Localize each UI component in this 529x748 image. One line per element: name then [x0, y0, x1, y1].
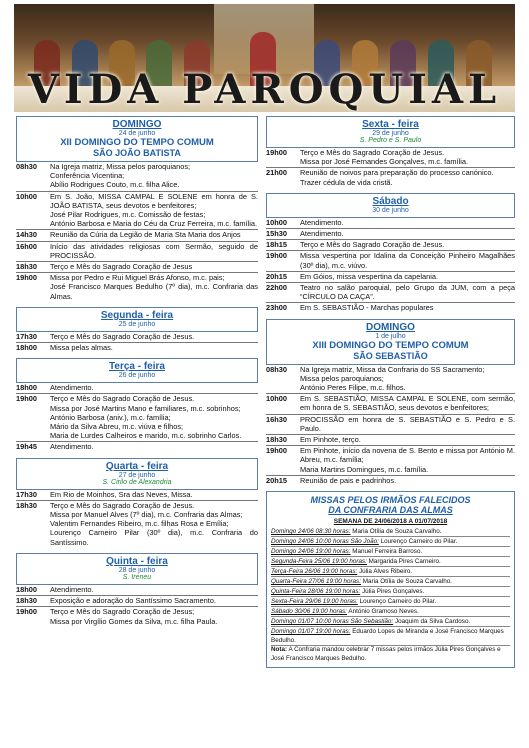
schedule-text: Atendimento. — [50, 442, 94, 452]
schedule-text: Terço e Mês do Sagrado Coração de Jesus. — [50, 331, 195, 341]
schedule-text: Atendimento. — [300, 229, 344, 239]
schedule-row — [16, 219, 258, 228]
schedule-row — [16, 210, 258, 219]
schedule-time — [16, 431, 50, 440]
schedule-text: Valentim Fernandes Ribeiro, m.c. filhas Rosa e Emília; — [50, 519, 229, 529]
day-header — [16, 358, 258, 383]
schedule-row — [16, 343, 258, 352]
almas-line — [271, 617, 510, 627]
day-name: Segunda - feira — [100, 309, 174, 321]
schedule-text: Missa por Pedro e Rui Miguel Brás Afonso, m.c. pais; — [50, 273, 225, 283]
schedule-time: 19h00 — [266, 148, 287, 157]
schedule-list — [16, 162, 258, 301]
schedule-text: Terço e Mês do Sagrado Coração de Jesus — [50, 262, 193, 272]
schedule-time: 10h00 — [16, 191, 37, 201]
schedule-text: Missa vespertina por Idalina da Conceição Pinheiro Magalhães (30º dia), m.c. viúvo. — [300, 251, 515, 270]
schedule-text: Lourenço Carneiro Pilar (30º dia), m.c. Confraria do Santíssimo. — [50, 528, 258, 547]
schedule-time — [16, 219, 50, 228]
schedule-text: José Francisco Marques Bedulho (7º dia), m.c. Confraria das Almas. — [50, 282, 258, 301]
schedule-text: José Pilar Rodrigues, m.c. Comissão de festas; — [50, 210, 206, 220]
schedule-list — [266, 148, 515, 187]
schedule-time: 22h00 — [266, 283, 287, 293]
almas-when: Terça-Feira 26/06 19:00 horas: — [271, 568, 358, 576]
schedule-text: Conferência Vicentina; — [50, 171, 125, 181]
almas-name: Maria Otília de Souza Carvalho. — [352, 528, 442, 536]
schedule-row — [266, 365, 515, 374]
day-header — [266, 116, 515, 148]
day-date: 30 de junho — [372, 206, 409, 214]
schedule-time: 19h00 — [266, 446, 287, 456]
schedule-text: Em Pinhote, início da novena de S. Bento e missa por António M. Abreu, m.c. família; — [300, 446, 515, 465]
schedule-time: 08h30 — [16, 162, 37, 171]
schedule-text: Missa por Manuel Alves (7º dia), m.c. Confraria das Almas; — [50, 510, 243, 520]
schedule-time: 16h00 — [16, 241, 37, 251]
schedule-text: Abílio Rodrigues Couto, m.c. filha Alice. — [50, 180, 180, 190]
day-name: DOMINGO — [112, 119, 162, 130]
schedule-time: 20h15 — [266, 475, 287, 485]
note-label: Nota: — [271, 646, 288, 654]
schedule-text: Maria de Lurdes Calheiros e marido, m.c. sobrinho Carlos. — [50, 431, 242, 441]
day-date: 29 de junho — [372, 130, 409, 137]
schedule-list — [266, 365, 515, 485]
schedule-row — [266, 229, 515, 238]
almas-heading-2: DA CONFRARIA DAS ALMAS — [328, 505, 453, 516]
day-saint: S. Pedro e S. Paulo — [359, 137, 422, 144]
schedule-row — [16, 242, 258, 260]
almas-when: Quarta-Feira 27/06 19:00 horas: — [271, 578, 361, 586]
almas-line — [271, 557, 510, 567]
confraria-almas-box — [266, 491, 515, 668]
schedule-text: Missa pelos paroquianos; — [300, 373, 384, 383]
schedule-row — [16, 180, 258, 189]
schedule-time: 18h00 — [16, 343, 37, 353]
almas-line — [271, 537, 510, 547]
almas-when: Domingo 24/06 19:00 horas: — [271, 548, 351, 556]
schedule-row — [16, 607, 258, 616]
day-name: Terça - feira — [109, 361, 165, 373]
almas-note — [271, 646, 510, 663]
almas-line — [271, 627, 510, 646]
schedule-time: 08h30 — [266, 364, 287, 374]
almas-line — [271, 547, 510, 557]
schedule-row — [266, 446, 515, 464]
almas-name: Maria Otília de Souza Carvalho. — [362, 578, 452, 586]
schedule-row — [16, 596, 258, 605]
schedule-time: 23h00 — [266, 303, 287, 313]
almas-name: Eduardo Lopes de Miranda e José Francisco Marques Bedulho. — [271, 628, 504, 645]
day-date: 1 de julho — [375, 332, 406, 340]
schedule-list — [16, 585, 258, 626]
schedule-text: Atendimento. — [300, 217, 344, 227]
schedule-text: Trazer cédula de vida cristã. — [300, 177, 393, 187]
schedule-text: Em Rio de Moinhos, Sra das Neves, Missa. — [50, 489, 193, 499]
day-date: 24 de junho — [118, 130, 156, 137]
schedule-text: Atendimento. — [50, 383, 94, 393]
schedule-row — [266, 148, 515, 157]
schedule-time: 19h00 — [266, 251, 287, 261]
schedule-time: 18h00 — [16, 584, 37, 594]
almas-name: António Gramoso Neves. — [348, 608, 419, 616]
day-date: 27 de junho — [118, 471, 156, 479]
schedule-text: Reunião de noivos para preparação do processo canónico. — [300, 168, 494, 178]
schedule-row — [266, 415, 515, 433]
schedule-time — [16, 519, 50, 528]
schedule-row — [266, 465, 515, 474]
almas-name: Joaquim da Silva Cardoso. — [394, 618, 471, 626]
schedule-text: Início das atividades religiosas com Sermão, seguido de PROCISSÃO. — [50, 241, 258, 260]
schedule-time: 19h45 — [16, 442, 37, 452]
schedule-time: 18h30 — [16, 596, 37, 606]
day-name: Quarta - feira — [105, 460, 169, 472]
schedule-row — [16, 501, 258, 510]
schedule-text: Maria Martins Domingues, m.c. família. — [300, 464, 429, 474]
schedule-row — [16, 585, 258, 594]
schedule-text: Em Góios, missa vespertina da capelania. — [300, 271, 439, 281]
day-header — [16, 116, 258, 162]
schedule-text: Missa por José Martins Mano e familiares, m.c. sobrinhos; — [50, 403, 241, 413]
schedule-row — [16, 162, 258, 171]
schedule-row — [16, 413, 258, 422]
schedule-text: Exposição e adoração do Santíssimo Sacramento. — [50, 596, 216, 606]
schedule-time: 19h00 — [16, 273, 37, 283]
schedule-row — [16, 262, 258, 271]
day-header — [266, 319, 515, 365]
day-date: 26 de junho — [118, 372, 156, 380]
schedule-text: Em S. SEBASTIÃO - Marchas populares — [300, 303, 434, 313]
schedule-row — [266, 240, 515, 249]
schedule-row — [266, 218, 515, 227]
almas-heading-1: MISSAS PELOS IRMÃOS FALECIDOS — [310, 495, 471, 506]
schedule-time — [16, 282, 50, 300]
schedule-time: 16h30 — [266, 414, 287, 424]
schedule-text: Mário da Silva Abreu, m.c. viúva e filhos; — [50, 422, 184, 432]
day-saint: S. Ireneu — [122, 573, 152, 581]
schedule-row — [266, 283, 515, 301]
schedule-time: 14h30 — [16, 230, 37, 240]
schedule-time — [16, 404, 50, 413]
schedule-row — [16, 431, 258, 440]
schedule-time — [266, 383, 300, 392]
almas-when: Sábado 30/06 19:00 horas: — [271, 608, 347, 616]
schedule-text: Reunião da Cúria da Legião de Maria Sta Maria dos Anjos — [50, 230, 241, 240]
schedule-row — [16, 528, 258, 546]
feast-saint: SÃO SEBASTIÃO — [353, 350, 428, 361]
almas-line — [271, 567, 510, 577]
schedule-text: Teatro no salão paroquial, pelo Grupo da JUM, com a peça “CÍRCULO DA CAÇA”. — [300, 283, 515, 302]
almas-name: Júlia Pires Gonçalves. — [362, 588, 425, 596]
schedule-row — [16, 519, 258, 528]
schedule-text: Terço e Mês do Sagrado Coração de Jesus. — [50, 394, 195, 404]
schedule-time: 19h00 — [16, 394, 37, 404]
day-saint: S. Cirilo de Alexandria — [102, 478, 172, 486]
liturgy-title: XII DOMINGO DO TEMPO COMUM — [60, 137, 214, 148]
schedule-time — [266, 157, 300, 166]
schedule-time — [16, 510, 50, 519]
almas-when: Domingo 01/07 19:00 horas: — [271, 628, 351, 636]
almas-name: Margarida Pires Carneiro. — [368, 558, 441, 566]
schedule-time: 17h30 — [16, 331, 37, 341]
schedule-row — [16, 230, 258, 239]
schedule-time — [16, 180, 50, 189]
schedule-text: Terço e Mês do Sagrado Coração de Jesus. — [300, 240, 445, 250]
almas-name: Manuel Ferreira Barroso. — [352, 548, 423, 556]
schedule-row — [16, 282, 258, 300]
schedule-time — [16, 617, 50, 626]
note-text: A Confraria mandou celebrar 7 missas pelos irmãos Júlia Pires Gonçalves e José Francisco Marques Bedulho. — [271, 646, 501, 662]
schedule-time — [16, 528, 50, 546]
schedule-time — [266, 465, 300, 474]
schedule-time: 18h30 — [266, 435, 287, 445]
schedule-time — [16, 422, 50, 431]
schedule-row — [16, 171, 258, 180]
day-date: 28 de junho — [118, 566, 156, 574]
schedule-time — [16, 210, 50, 219]
schedule-text: António Barbosa e Maria do Céu da Cruz Ferreira, m.c. família. — [50, 219, 258, 229]
schedule-row — [16, 383, 258, 392]
day-header — [16, 307, 258, 332]
schedule-row — [266, 394, 515, 412]
almas-line — [271, 527, 510, 537]
almas-name: Lourenço Carneiro do Pilar. — [359, 598, 437, 606]
schedule-row — [16, 490, 258, 499]
day-header — [16, 458, 258, 490]
schedule-row — [16, 422, 258, 431]
schedule-row — [266, 374, 515, 383]
schedule-row — [266, 251, 515, 269]
almas-week: SEMANA DE 24/06/2018 A 01/07/2018 — [333, 518, 448, 526]
almas-line — [271, 577, 510, 587]
schedule-text: Missa por José Fernandes Gonçalves, m.c. família. — [300, 157, 468, 167]
left-column — [16, 110, 258, 626]
almas-when: Segunda-Feira 25/06 19:00 horas: — [271, 558, 367, 566]
schedule-time — [16, 171, 50, 180]
schedule-row — [266, 178, 515, 187]
schedule-row — [16, 617, 258, 626]
schedule-text: Em S. João, MISSA CAMPAL E SOLENE em honra de S. JOÃO BATISTA, seus devotos e benfeitores; — [50, 191, 258, 210]
almas-name: Júlia Alves Ribeiro. — [358, 568, 413, 576]
schedule-time: 10h00 — [266, 394, 287, 404]
schedule-row — [266, 435, 515, 444]
schedule-text: António Peres Filipe, m.c. filhos. — [300, 383, 406, 393]
schedule-text: Terço e Mês do Sagrado Coração de Jesus. — [50, 500, 195, 510]
schedule-text: Na Igreja matriz, Missa pelos paroquianos; — [50, 162, 191, 171]
day-name: DOMINGO — [366, 321, 415, 333]
almas-when: Domingo 24/06 08:30 horas: — [271, 528, 351, 536]
day-name: Sexta - feira — [362, 119, 419, 130]
almas-line — [271, 587, 510, 597]
liturgy-title: XIII DOMINGO DO TEMPO COMUM — [312, 339, 469, 351]
schedule-time: 15h30 — [266, 229, 287, 239]
day-header — [266, 193, 515, 218]
schedule-row — [266, 383, 515, 392]
almas-when: Quinta-Feira 28/06 19:00 horas: — [271, 588, 361, 596]
page-title: VIDA PAROQUIAL — [27, 66, 502, 112]
schedule-list — [16, 490, 258, 547]
schedule-row — [16, 510, 258, 519]
day-header — [16, 553, 258, 585]
schedule-text: PROCISSÃO em honra de S. SEBASTIÃO e S. Pedro e S. Paulo. — [300, 414, 515, 433]
schedule-time: 21h00 — [266, 168, 287, 178]
schedule-row — [16, 273, 258, 282]
schedule-row — [16, 192, 258, 210]
schedule-row — [16, 394, 258, 403]
right-column — [266, 110, 515, 668]
schedule-time: 18h15 — [266, 240, 287, 250]
last-supper-banner — [14, 4, 515, 112]
schedule-row — [16, 442, 258, 451]
schedule-time: 18h30 — [16, 262, 37, 272]
schedule-text: Atendimento. — [50, 584, 94, 594]
schedule-time — [266, 374, 300, 383]
schedule-text: Em Pinhote, terço. — [300, 435, 361, 445]
day-date: 25 de junho — [118, 320, 156, 328]
schedule-time: 18h30 — [16, 500, 37, 510]
schedule-list — [16, 332, 258, 352]
schedule-text: Missa pelas almas. — [50, 343, 113, 353]
schedule-text: Na Igreja matriz, Missa da Confraria do SS Sacramento; — [300, 364, 485, 374]
schedule-row — [266, 168, 515, 177]
schedule-row — [16, 404, 258, 413]
schedule-time — [266, 178, 300, 187]
schedule-text: Missa por Virgílio Gomes da Silva, m.c. filha Paula. — [50, 616, 218, 626]
schedule-text: Terço e Mês do Sagrado Coração de Jesus; — [50, 607, 195, 617]
schedule-text: Reunião de pais e padrinhos. — [300, 475, 397, 485]
schedule-time: 17h30 — [16, 489, 37, 499]
almas-when: Sexta-Feira 29/06 19:00 horas: — [271, 598, 358, 606]
almas-name: Lourenço Carneiro do Pilar. — [380, 538, 458, 546]
schedule-text: Em S. SEBASTIÃO, MISSA CAMPAL E SOLENE, com sermão, em honra de S. SEBASTIÃO, seus devotos e benfeitores; — [300, 394, 515, 413]
schedule-time: 19h00 — [16, 607, 37, 617]
schedule-time — [16, 413, 50, 422]
day-name: Quinta - feira — [106, 555, 168, 567]
schedule-list — [16, 383, 258, 451]
schedule-row — [266, 157, 515, 166]
schedule-row — [266, 303, 515, 312]
schedule-list — [266, 218, 515, 313]
feast-saint: SÃO JOÃO BATISTA — [93, 148, 181, 158]
schedule-text: António Barbosa (aniv.), m.c. família; — [50, 412, 171, 422]
almas-line — [271, 607, 510, 617]
schedule-row — [16, 332, 258, 341]
day-name: Sábado — [372, 195, 409, 207]
almas-when: Domingo 01/07 10:00 horas São Sebastião: — [271, 618, 394, 626]
schedule-time: 20h15 — [266, 271, 287, 281]
almas-when: Domingo 24/06 10:00 horas São João: — [271, 538, 379, 546]
schedule-time: 18h00 — [16, 383, 37, 393]
schedule-time: 10h00 — [266, 217, 287, 227]
schedule-row — [266, 272, 515, 281]
schedule-text: Terço e Mês do Sagrado Coração de Jesus. — [300, 148, 445, 157]
almas-line — [271, 597, 510, 607]
schedule-row — [266, 476, 515, 485]
